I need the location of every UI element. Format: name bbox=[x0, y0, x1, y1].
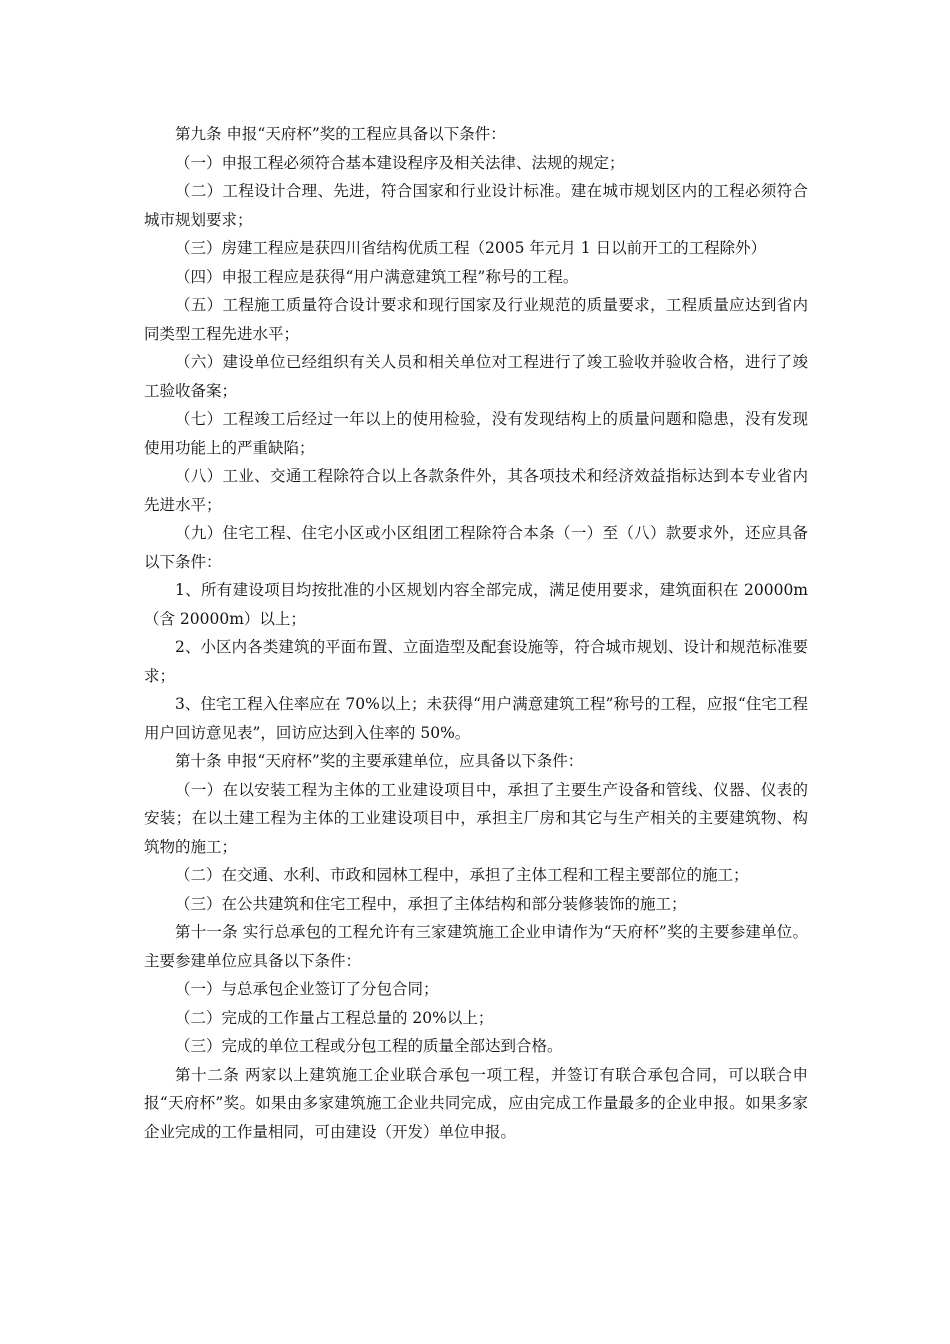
article-9-item-5: （五）工程施工质量符合设计要求和现行国家及行业规范的质量要求，工程质量应达到省内同类型工程先进水平； bbox=[144, 296, 808, 343]
article-11-item-2: （二）完成的工作量占工程总量的 20%以上； bbox=[175, 1008, 494, 1027]
article-9-item-4: （四）申报工程应是获得“用户满意建筑工程”称号的工程。 bbox=[175, 267, 579, 286]
article-10-item-2: （二）在交通、水利、市政和园林工程中，承担了主体工程和工程主要部位的施工； bbox=[175, 866, 749, 884]
article-9-item-2: （二）工程设计合理、先进，符合国家和行业设计标准。建在城市规划区内的工程必须符合城市规划要求； bbox=[144, 182, 808, 229]
article-9-subitem-3: 3、住宅工程入住率应在 70%以上；未获得“用户满意建筑工程”称号的工程，应报“住宅工程用户回访意见表”，回访应达到入住率的 50%。 bbox=[144, 695, 808, 742]
article-9-heading: 第九条 申报“天府杯”奖的工程应具备以下条件： bbox=[175, 125, 506, 143]
article-9-item-8: （八）工业、交通工程除符合以上各款条件外，其各项技术和经济效益指标达到本专业省内先进水平； bbox=[144, 467, 808, 514]
article-12-paragraph: 第十二条 两家以上建筑施工企业联合承包一项工程，并签订有联合承包合同，可以联合申报“天府杯”奖。如果由多家建筑施工企业共同完成，应由完成工作量最多的企业申报。如果多家企业完成的工作量相同，可由建设（开发）单位申报。 bbox=[144, 1065, 808, 1141]
article-11-item-3: （三）完成的单位工程或分包工程的质量全部达到合格。 bbox=[175, 1037, 563, 1055]
article-9-subitem-2: 2、小区内各类建筑的平面布置、立面造型及配套设施等，符合城市规划、设计和规范标准要求； bbox=[144, 638, 808, 685]
article-9-item-9: （九）住宅工程、住宅小区或小区组团工程除符合本条（一）至（八）款要求外，还应具备以下条件： bbox=[144, 524, 808, 571]
article-9-item-1: （一）申报工程必须符合基本建设程序及相关法律、法规的规定； bbox=[175, 153, 625, 172]
article-11-item-1: （一）与总承包企业签订了分包合同； bbox=[175, 980, 439, 998]
article-10-item-3: （三）在公共建筑和住宅工程中，承担了主体结构和部分装修装饰的施工； bbox=[175, 894, 687, 913]
article-9-item-6: （六）建设单位已经组织有关人员和相关单位对工程进行了竣工验收并验收合格，进行了竣工验收备案； bbox=[144, 353, 808, 400]
article-11-heading: 第十一条 实行总承包的工程允许有三家建筑施工企业申请作为“天府杯”奖的主要参建单位。主要参建单位应具备以下条件： bbox=[144, 923, 808, 970]
article-10-heading: 第十条 申报“天府杯”奖的主要承建单位，应具备以下条件： bbox=[175, 752, 584, 770]
article-9-item-3: （三）房建工程应是获四川省结构优质工程（2005 年元月 1 日以前开工的工程除外） bbox=[175, 239, 767, 257]
document-page bbox=[144, 120, 808, 1146]
article-9-subitem-1: 1、所有建设项目均按批准的小区规划内容全部完成，满足使用要求，建筑面积在 20000m（含 20000m）以上； bbox=[144, 581, 808, 628]
article-9-item-7: （七）工程竣工后经过一年以上的使用检验，没有发现结构上的质量问题和隐患，没有发现使用功能上的严重缺陷； bbox=[144, 410, 808, 457]
article-10-item-1: （一）在以安装工程为主体的工业建设项目中，承担了主要生产设备和管线、仪器、仪表的安装；在以土建工程为主体的工业建设项目中，承担主厂房和其它与生产相关的主要建筑物、构筑物的施工； bbox=[144, 780, 808, 856]
